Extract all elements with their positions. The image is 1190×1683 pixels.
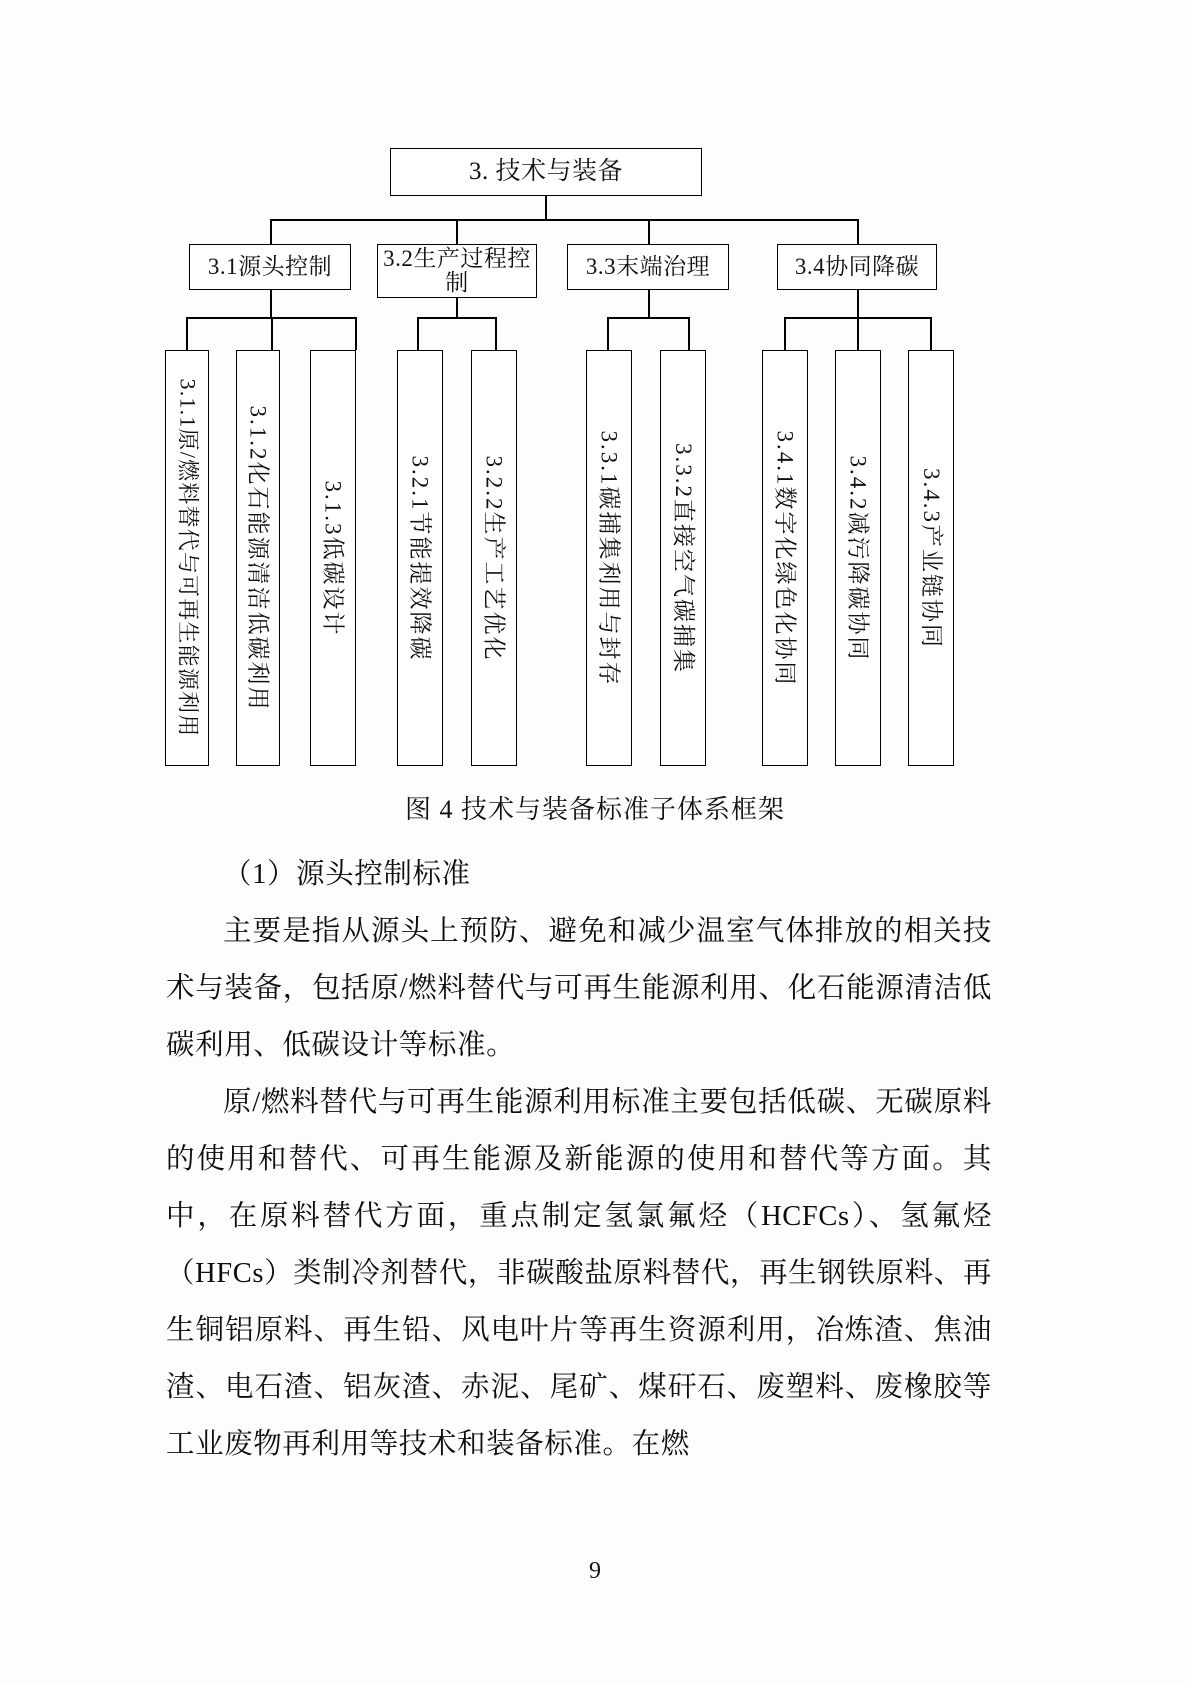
diagram-node-root-label: 3. 技术与装备 xyxy=(468,158,623,185)
diagram-leaf-3-3-1 xyxy=(586,350,632,766)
connector-drop-3-4-3 xyxy=(930,317,932,350)
diagram-leaf-3-3-2-label: 3.3.2直接空气碳捕集 xyxy=(670,442,696,674)
connector-drop-3-2-2 xyxy=(495,317,497,350)
connector-drop-3-4-1 xyxy=(784,317,786,350)
diagram-leaf-3-1-2-label: 3.1.2化石能源清洁低碳利用 xyxy=(245,405,271,711)
connector-drop-l2-2 xyxy=(456,219,458,244)
diagram-leaf-3-1-1 xyxy=(165,350,209,766)
diagram-node-3-2 xyxy=(377,244,537,298)
paragraph-2: 原/燃料替代与可再生能源利用标准主要包括低碳、无碳原料的使用和替代、可再生能源及新能源的使用和替代等方面。其中，在原料替代方面，重点制定氢氯氟烃（HCFCs）、氢氟烃（HFCs）类制冷剂替代，非碳酸盐原料替代，再生钢铁原料、再生铜铝原料、再生铅、风电叶片等再生资源利用，冶炼渣、焦油渣、电石渣、铝灰渣、赤泥、尾矿、煤矸石、废塑料、废橡胶等工业废物再利用等技术和装备标准。在燃 xyxy=(166,1087,992,1460)
diagram-leaf-3-3-2 xyxy=(660,350,706,766)
section-heading: （1）源头控制标准 xyxy=(223,859,471,890)
paragraph-1: 主要是指从源头上预防、避免和减少温室气体排放的相关技术与装备，包括原/燃料替代与可再生能源利用、化石能源清洁低碳利用、低碳设计等标准。 xyxy=(166,916,992,1061)
connector-drop-3-3-2 xyxy=(688,317,690,350)
figure-technology-equipment-standard-framework xyxy=(0,0,1190,800)
connector-drop-3-4-2 xyxy=(857,317,859,350)
connector-stem-3-2 xyxy=(456,298,458,318)
page-number: 9 xyxy=(589,1558,601,1584)
connector-drop-l2-4 xyxy=(857,219,859,244)
diagram-leaf-3-3-1-label: 3.3.1碳捕集利用与封存 xyxy=(596,430,622,686)
diagram-node-3-1-label: 3.1源头控制 xyxy=(207,254,333,280)
diagram-node-root xyxy=(390,148,702,196)
figure-caption: 图 4 技术与装备标准子体系框架 xyxy=(404,795,785,824)
diagram-node-3-2-label: 3.2生产过程控制 xyxy=(383,245,531,295)
connector-drop-l2-1 xyxy=(270,219,272,244)
diagram-leaf-3-4-3 xyxy=(908,350,954,766)
connector-drop-3-1-2 xyxy=(271,317,273,350)
connector-stem-3-4 xyxy=(857,290,859,318)
diagram-leaf-3-1-2 xyxy=(236,350,280,766)
connector-stem-3-1 xyxy=(270,290,272,318)
diagram-leaf-3-1-1-label: 3.1.1原/燃料替代与可再生能源利用 xyxy=(175,378,201,738)
connector-root-stem xyxy=(545,196,547,220)
connector-drop-l2-3 xyxy=(648,219,650,244)
diagram-node-3-4 xyxy=(777,244,937,290)
connector-drop-3-3-1 xyxy=(607,317,609,350)
diagram-leaf-3-1-3-label: 3.1.3低碳设计 xyxy=(320,480,346,636)
body-text xyxy=(166,846,992,1473)
diagram-leaf-3-2-2 xyxy=(471,350,517,766)
connector-bus-3-3 xyxy=(607,317,690,319)
connector-level2-bus xyxy=(270,219,858,221)
diagram-leaf-3-4-3-label: 3.4.3产业链协同 xyxy=(918,467,944,649)
diagram-node-3-3 xyxy=(567,244,729,290)
diagram-leaf-3-4-2 xyxy=(835,350,881,766)
connector-drop-3-1-1 xyxy=(186,317,188,350)
connector-drop-3-2-1 xyxy=(417,317,419,350)
diagram-leaf-3-1-3 xyxy=(310,350,356,766)
diagram-leaf-3-4-2-label: 3.4.2减污降碳协同 xyxy=(845,455,871,661)
diagram-node-3-3-label: 3.3末端治理 xyxy=(585,254,711,280)
diagram-leaf-3-4-1-label: 3.4.1数字化绿色化协同 xyxy=(772,430,798,686)
diagram-leaf-3-4-1 xyxy=(762,350,808,766)
diagram-node-3-1 xyxy=(189,244,351,290)
diagram-leaf-3-2-2-label: 3.2.2生产工艺优化 xyxy=(481,455,507,661)
diagram-node-3-4-label: 3.4协同降碳 xyxy=(794,254,920,280)
connector-stem-3-3 xyxy=(648,290,650,318)
connector-bus-3-2 xyxy=(417,317,496,319)
diagram-leaf-3-2-1-label: 3.2.1节能提效降碳 xyxy=(407,455,433,661)
connector-drop-3-1-3 xyxy=(355,317,357,350)
diagram-leaf-3-2-1 xyxy=(397,350,443,766)
